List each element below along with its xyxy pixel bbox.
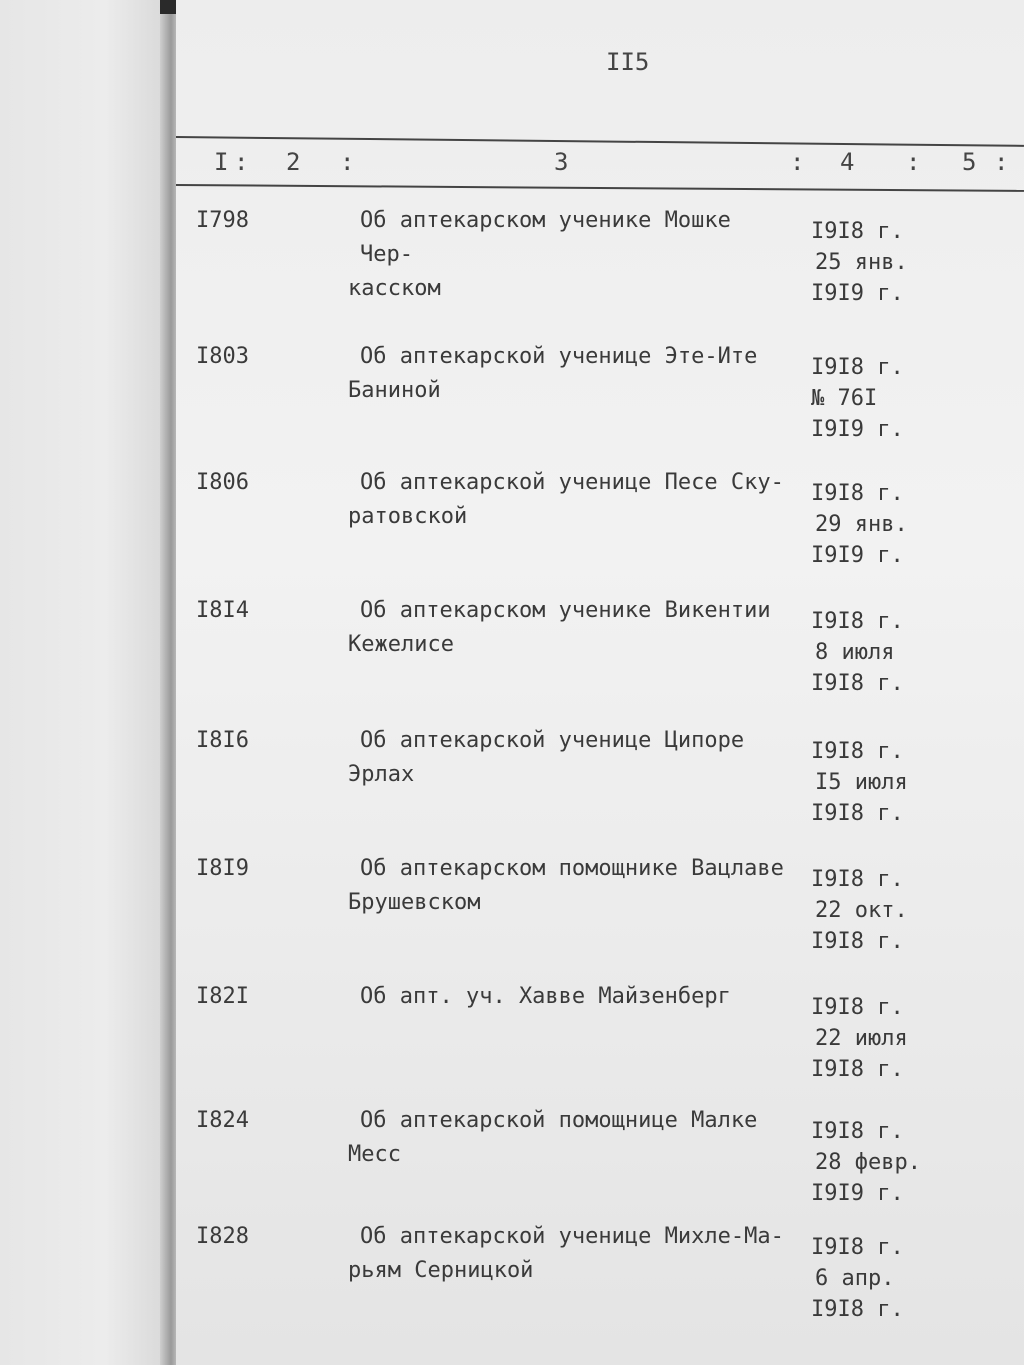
col-sep: :: [234, 148, 249, 176]
date-line: I9I8 г.: [811, 671, 904, 696]
description-line: Баниной: [348, 378, 441, 403]
date-line: 22 окт.: [815, 898, 908, 923]
description-line: Об аптекарском ученике Викентии: [360, 598, 771, 623]
record-description: [348, 852, 790, 920]
record-dates: [811, 1116, 921, 1209]
header-rule-top: [176, 136, 1024, 147]
col-header-4: 4: [840, 148, 855, 176]
record-description: [348, 1104, 790, 1172]
record-number: I828: [196, 1224, 249, 1249]
date-line: I9I9 г.: [811, 417, 904, 442]
date-line: I9I8 г.: [811, 801, 904, 826]
record-row: [176, 462, 1024, 582]
record-description: [348, 724, 790, 792]
col-header-2: 2: [286, 148, 301, 176]
date-line: 29 янв.: [815, 512, 908, 537]
record-description: [348, 204, 790, 306]
record-dates: [811, 352, 904, 445]
record-description: [360, 980, 790, 1014]
record-row: [176, 590, 1024, 710]
record-number: I803: [196, 344, 249, 369]
description-line: Об аптекарском ученике Мошке Чер-: [360, 208, 731, 267]
description-line: Об аптекарской ученице Песе Ску-: [360, 470, 784, 495]
record-dates: [811, 216, 908, 309]
date-line: 22 июля: [815, 1026, 908, 1051]
record-row: [176, 1100, 1024, 1220]
record-description: [348, 466, 790, 534]
facing-page: [0, 0, 175, 1365]
col-header-1: I: [214, 148, 229, 176]
col-header-5: 5: [962, 148, 977, 176]
record-dates: [811, 606, 904, 699]
date-line: I9I9 г.: [811, 1181, 904, 1206]
description-line: Об аптекарской ученице Эте-Ите: [360, 344, 758, 369]
date-line: I9I8 г.: [811, 219, 904, 244]
record-number: I824: [196, 1108, 249, 1133]
record-description: [348, 594, 790, 662]
date-line: 25 янв.: [815, 250, 908, 275]
date-line: I9I8 г.: [811, 867, 904, 892]
date-line: I9I8 г.: [811, 355, 904, 380]
record-description: [348, 1220, 790, 1288]
document-page: [176, 0, 1024, 1365]
record-row: [176, 1216, 1024, 1336]
record-dates: [811, 1232, 904, 1325]
record-row: [176, 720, 1024, 840]
date-line: I9I8 г.: [811, 1235, 904, 1260]
description-line: Об аптекарской помощнице Малке: [360, 1108, 758, 1133]
description-line: Брушевском: [348, 890, 481, 915]
record-dates: [811, 736, 908, 829]
description-line: Кежелисе: [348, 632, 454, 657]
date-line: I9I9 г.: [811, 281, 904, 306]
date-line: № 76I: [811, 386, 878, 411]
col-sep: :: [994, 148, 1009, 176]
record-row: [176, 848, 1024, 968]
record-dates: [811, 864, 908, 957]
description-line: Об аптекарском помощнике Вацлаве: [360, 856, 784, 881]
record-description: [348, 340, 790, 408]
description-line: ратовской: [348, 504, 468, 529]
col-header-3: 3: [554, 148, 569, 176]
date-line: I9I8 г.: [811, 609, 904, 634]
record-row: [176, 200, 1024, 320]
column-header: [176, 148, 1024, 178]
description-line: Об апт. уч. Хавве Майзенберг: [360, 984, 731, 1009]
date-line: 28 февр.: [815, 1150, 921, 1175]
record-row: [176, 336, 1024, 456]
record-number: I798: [196, 208, 249, 233]
record-number: I82I: [196, 984, 249, 1009]
header-rule-bottom: [176, 184, 1024, 192]
date-line: 6 апр.: [815, 1266, 895, 1291]
description-line: рьям Серницкой: [348, 1258, 534, 1283]
date-line: 8 июля: [815, 640, 895, 665]
page-number: II5: [606, 48, 650, 76]
record-number: I8I6: [196, 728, 249, 753]
description-line: Эрлах: [348, 762, 415, 787]
record-number: I8I9: [196, 856, 249, 881]
record-number: I806: [196, 470, 249, 495]
description-line: Об аптекарской ученице Михле-Ма-: [360, 1224, 784, 1249]
date-line: I9I8 г.: [811, 1297, 904, 1322]
record-number: I8I4: [196, 598, 249, 623]
col-sep: :: [340, 148, 355, 176]
record-row: [176, 976, 1024, 1096]
description-line: Месс: [348, 1142, 401, 1167]
col-sep: :: [790, 148, 805, 176]
record-dates: [811, 992, 908, 1085]
date-line: I9I8 г.: [811, 929, 904, 954]
date-line: I5 июля: [815, 770, 908, 795]
date-line: I9I8 г.: [811, 995, 904, 1020]
col-sep: :: [906, 148, 921, 176]
date-line: I9I9 г.: [811, 543, 904, 568]
date-line: I9I8 г.: [811, 739, 904, 764]
description-line: касском: [348, 276, 441, 301]
date-line: I9I8 г.: [811, 1119, 904, 1144]
record-dates: [811, 478, 908, 571]
date-line: I9I8 г.: [811, 481, 904, 506]
description-line: Об аптекарской ученице Ципоре: [360, 728, 745, 753]
date-line: I9I8 г.: [811, 1057, 904, 1082]
